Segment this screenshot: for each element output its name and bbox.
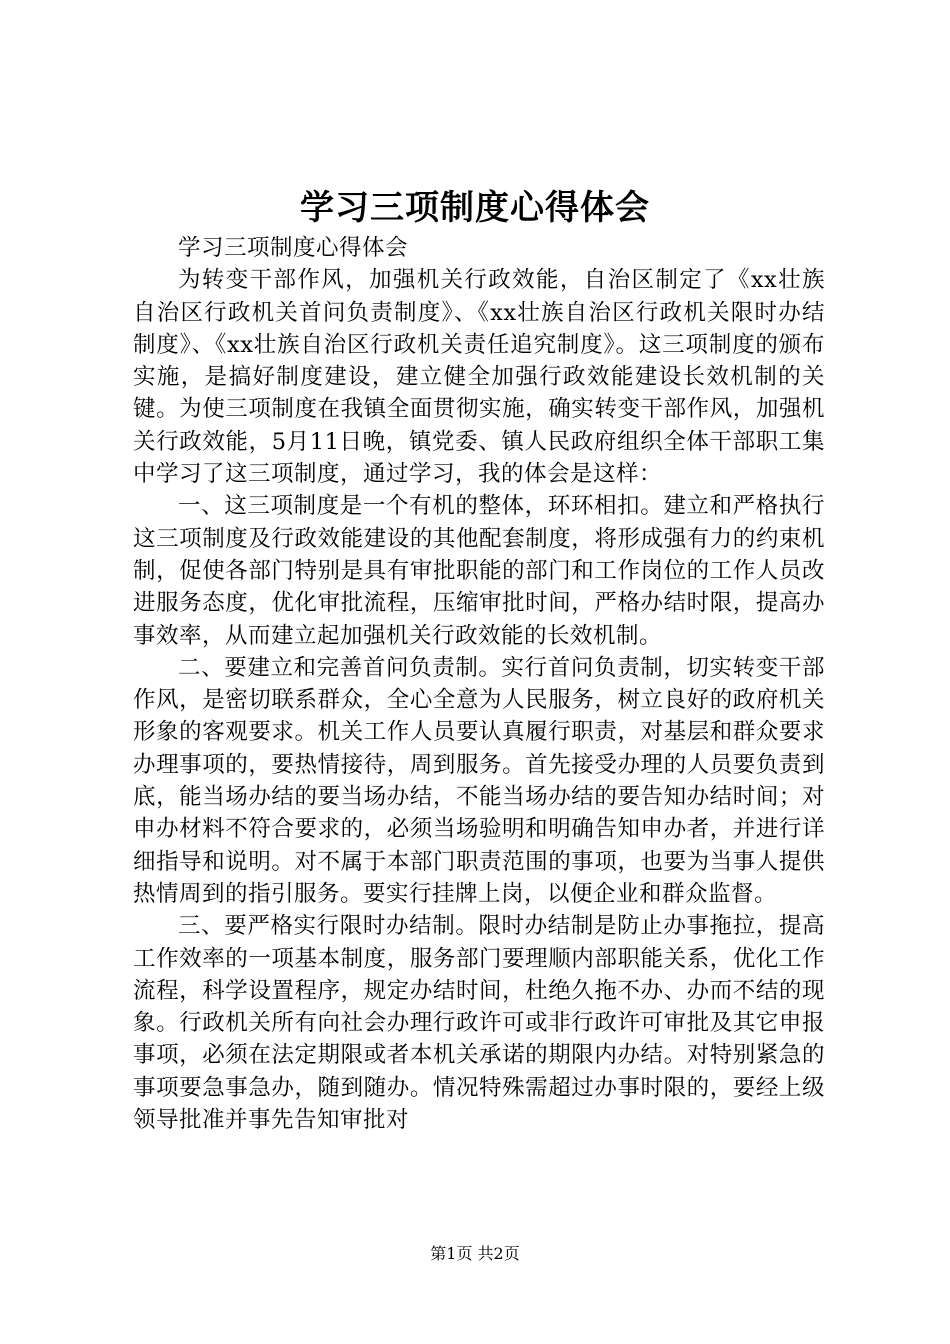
paragraph-point-three: 三、要严格实行限时办结制。限时办结制是防止办事拖拉，提高工作效率的一项基本制度，服务部门要理顺内部职能关系，优化工作流程，科学设置程序，规定办结时间，杜绝久拖不办、办而不结的现象。行政机关所有向社会办理行政许可或非行政许可审批及其它申报事项，必须在法定期限或者本机关承诺的期限内办结。对特别紧急的事项要急事急办，随到随办。情况特殊需超过办事时限的，要经上级领导批准并事先告知审批对: [133, 913, 825, 1134]
page-number-footer: 第1页 共2页: [430, 1244, 520, 1263]
paragraph-subtitle: 学习三项制度心得体会: [178, 235, 409, 261]
document-body: [133, 232, 825, 1136]
document-title: 学习三项制度心得体会: [300, 188, 650, 228]
paragraph-intro: 为转变干部作风，加强机关行政效能，自治区制定了《xx壮族自治区行政机关首问负责制度》、《xx壮族自治区行政机关限时办结制度》、《xx壮族自治区行政机关责任追究制度》。这三项制度的颁布实施，是搞好制度建设，建立健全加强行政效能建设长效机制的关键。为使三项制度在我镇全面贯彻实施，确实转变干部作风，加强机关行政效能，5月11日晚，镇党委、镇人民政府组织全体干部职工集中学习了这三项制度，通过学习，我的体会是这样：: [133, 267, 825, 488]
paragraph-point-one: 一、这三项制度是一个有机的整体，环环相扣。建立和严格执行这三项制度及行政效能建设的其他配套制度，将形成强有力的约束机制，促使各部门特别是具有审批职能的部门和工作岗位的工作人员改进服务态度，优化审批流程，压缩审批时间，严格办结时限，提高办事效率，从而建立起加强机关行政效能的长效机制。: [133, 493, 825, 649]
paragraph-point-two: 二、要建立和完善首问负责制。实行首问负责制，切实转变干部作风，是密切联系群众，全心全意为人民服务，树立良好的政府机关形象的客观要求。机关工作人员要认真履行职责，对基层和群众要求办理事项的，要热情接待，周到服务。首先接受办理的人员要负责到底，能当场办结的要当场办结，不能当场办结的要告知办结时间；对申办材料不符合要求的，必须当场验明和明确告知申办者，并进行详细指导和说明。对不属于本部门职责范围的事项，也要为当事人提供热情周到的指引服务。要实行挂牌上岗，以便企业和群众监督。: [133, 654, 825, 907]
